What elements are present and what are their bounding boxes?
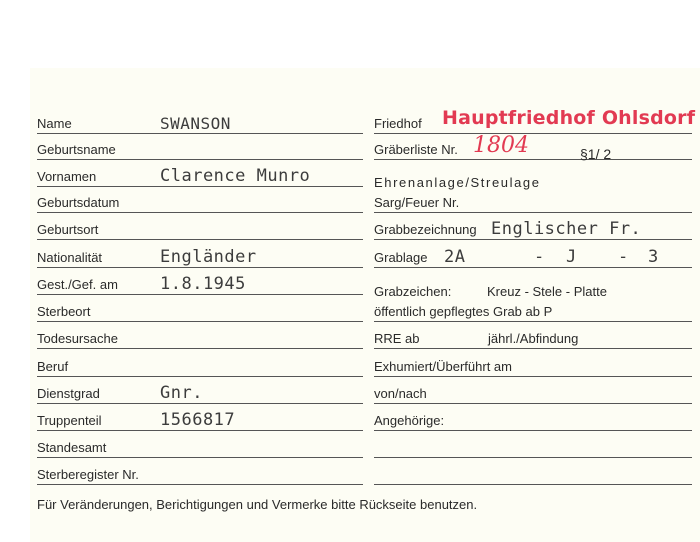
angehoerige-field [374, 411, 692, 431]
rre-label: RRE ab [374, 331, 420, 346]
grablage-label: Grablage [374, 250, 428, 265]
graeberliste-value: 1804 [473, 133, 529, 158]
sterberegister-field [37, 465, 363, 485]
grabbezeichnung-value: Englischer Fr. [491, 219, 642, 239]
oeffentlich-label: öffentlich gepflegtes Grab ab P [374, 304, 553, 319]
nationalitaet-value: Engländer [160, 247, 257, 267]
standesamt-field [37, 438, 363, 458]
vonnach-label: von/nach [374, 386, 427, 401]
blank-line-2 [374, 465, 692, 485]
geburtsdatum-field [37, 193, 363, 213]
gest-value: 1.8.1945 [160, 274, 246, 294]
name-value: SWANSON [160, 114, 231, 133]
truppenteil-label: Truppenteil [37, 413, 102, 428]
blank-line-1 [374, 438, 692, 458]
dienstgrad-label: Dienstgrad [37, 386, 100, 401]
dienstgrad-field [37, 384, 363, 404]
grablage-a: 2A [444, 247, 466, 267]
graeberliste-suffix: §1/ 2 [580, 146, 612, 162]
oeffentlich-field [374, 302, 692, 322]
geburtsort-label: Geburtsort [37, 222, 99, 237]
ehrenanlage-label: Ehrenanlage/Streulage [374, 175, 541, 190]
gest-label: Gest./Gef. am [37, 277, 118, 292]
grabzeichen-label: Grabzeichen: [374, 284, 452, 299]
grabbezeichnung-field [374, 220, 692, 240]
beruf-label: Beruf [37, 359, 69, 374]
friedhof-stamp: Hauptfriedhof Ohlsdorf [442, 107, 696, 129]
todesursache-label: Todesursache [37, 331, 118, 346]
name-field [37, 114, 363, 134]
truppenteil-field [37, 411, 363, 431]
grablage-b: J [566, 247, 577, 267]
graeberliste-field [374, 140, 692, 160]
rre-options: jährl./Abfindung [488, 331, 579, 346]
exhumiert-field [374, 357, 692, 377]
exhumiert-label: Exhumiert/Überführt am [374, 359, 512, 374]
graeberliste-label: Gräberliste Nr. [374, 142, 458, 157]
name-label: Name [37, 116, 72, 131]
geburtsort-field [37, 220, 363, 240]
standesamt-label: Standesamt [37, 440, 107, 455]
grablage-c: 3 [648, 247, 659, 267]
grabzeichen-options: Kreuz - Stele - Platte [487, 284, 607, 299]
friedhof-label: Friedhof [374, 116, 422, 131]
nationalitaet-label: Nationalität [37, 250, 103, 265]
truppenteil-value: 1566817 [160, 410, 236, 430]
grablage-field [374, 248, 692, 268]
geburtsname-field [37, 140, 363, 160]
gest-field [37, 275, 363, 295]
grabbezeichnung-label: Grabbezeichnung [374, 222, 477, 237]
vonnach-field [374, 384, 692, 404]
angehoerige-label: Angehörige: [374, 413, 445, 428]
dienstgrad-value: Gnr. [160, 383, 203, 403]
geburtsname-label: Geburtsname [37, 142, 116, 157]
vornamen-label: Vornamen [37, 169, 97, 184]
sterbeort-field [37, 302, 363, 322]
vornamen-value: Clarence Munro [160, 166, 311, 186]
beruf-field [37, 357, 363, 377]
grablage-sep-2: - [618, 247, 629, 267]
todesursache-field [37, 329, 363, 349]
geburtsdatum-label: Geburtsdatum [37, 195, 120, 210]
vornamen-field [37, 167, 363, 187]
sarg-field [374, 193, 692, 213]
footer-note: Für Veränderungen, Berichtigungen und Vermerke bitte Rückseite benutzen. [37, 497, 478, 512]
rre-field [374, 329, 692, 349]
nationalitaet-field [37, 248, 363, 268]
sterberegister-label: Sterberegister Nr. [37, 467, 139, 482]
sterbeort-label: Sterbeort [37, 304, 91, 319]
sarg-label: Sarg/Feuer Nr. [374, 195, 460, 210]
grablage-sep-1: - [534, 247, 545, 267]
